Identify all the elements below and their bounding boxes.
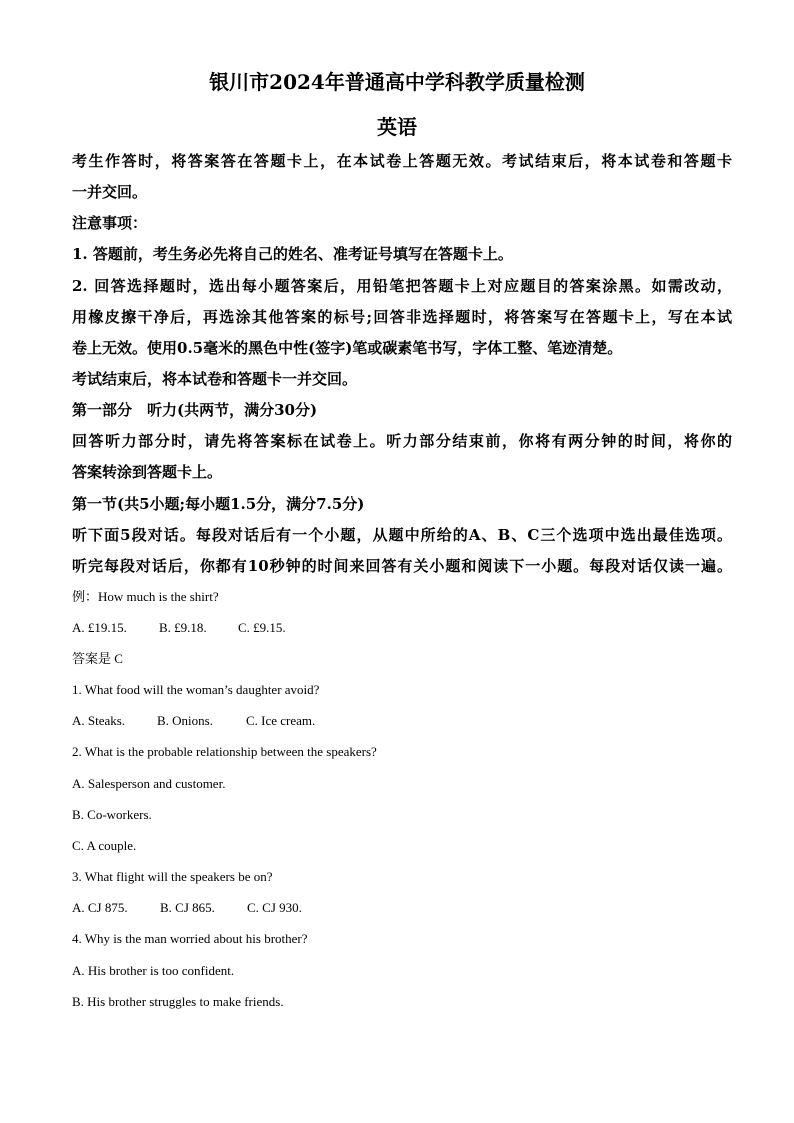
section1-heading: 第一节(共5小题;每小题1.5分，满分7.5分): [72, 495, 365, 513]
page-title: 银川市2024年普通高中学科教学质量检测: [209, 70, 585, 94]
section1-line-1: 听下面5段对话。每段对话后有一个小题，从题中所给的A、B、C三个选项中选出最佳选项。: [72, 526, 732, 544]
question-2-option-a: A. Salesperson and customer.: [72, 776, 226, 791]
question-3-option-c: C. CJ 930.: [247, 900, 302, 915]
part1-desc-line-1: 回答听力部分时，请先将答案标在试卷上。听力部分结束前，你将有两分钟的时间，将你的: [72, 432, 732, 450]
example-question: 例：How much is the shirt?: [72, 589, 219, 604]
section1-line-2: 听完每段对话后，你都有10秒钟的时间来回答有关小题和阅读下一小题。每段对话仅读一遍。: [72, 557, 732, 575]
question-3-option-b: B. CJ 865.: [160, 900, 215, 915]
part1-desc-line-2: 答案转涂到答题卡上。: [72, 463, 223, 481]
question-2-stem: 2. What is the probable relationship between the speakers?: [72, 744, 377, 759]
example-option-c: C. £9.15.: [238, 620, 286, 635]
part1-heading: 第一部分 听力(共两节，满分30分): [72, 401, 318, 419]
question-2-option-c: C. A couple.: [72, 838, 137, 853]
note-2-line-3: 卷上无效。使用0.5毫米的黑色中性(签字)笔或碳素笔书写，字体工整、笔迹清楚。: [72, 339, 623, 357]
subject-title: 英语: [377, 115, 417, 139]
example-answer: 答案是 C: [72, 651, 123, 666]
question-1-option-b: B. Onions.: [157, 713, 213, 728]
question-1-option-c: C. Ice cream.: [246, 713, 316, 728]
question-2-option-b: B. Co-workers.: [72, 807, 152, 822]
note-2-line-1: 2. 回答选择题时，选出每小题答案后，用铅笔把答题卡上对应题目的答案涂黑。如需改动，: [72, 277, 732, 295]
note-1: 1. 答题前，考生务必先将自己的姓名、准考证号填写在答题卡上。: [72, 245, 513, 263]
question-3-stem: 3. What flight will the speakers be on?: [72, 869, 273, 884]
end-note: 考试结束后，将本试卷和答题卡一并交回。: [72, 370, 358, 388]
intro-line-2: 一并交回。: [72, 183, 148, 201]
question-3-option-a: A. CJ 875.: [72, 900, 128, 915]
question-4-option-a: A. His brother is too confident.: [72, 963, 235, 978]
example-option-a: A. £19.15.: [72, 620, 127, 635]
note-2-line-2: 用橡皮擦干净后，再选涂其他答案的标号;回答非选择题时，将答案写在答题卡上，写在本试: [72, 308, 732, 326]
question-4-option-b: B. His brother struggles to make friends.: [72, 994, 284, 1009]
notes-heading: 注意事项：: [72, 214, 148, 232]
question-1-stem: 1. What food will the woman’s daughter avoid?: [72, 682, 320, 697]
example-option-b: B. £9.18.: [159, 620, 207, 635]
intro-line-1: 考生作答时，将答案答在答题卡上，在本试卷上答题无效。考试结束后，将本试卷和答题卡: [72, 152, 732, 170]
question-4-stem: 4. Why is the man worried about his brother?: [72, 931, 308, 946]
question-1-option-a: A. Steaks.: [72, 713, 126, 728]
